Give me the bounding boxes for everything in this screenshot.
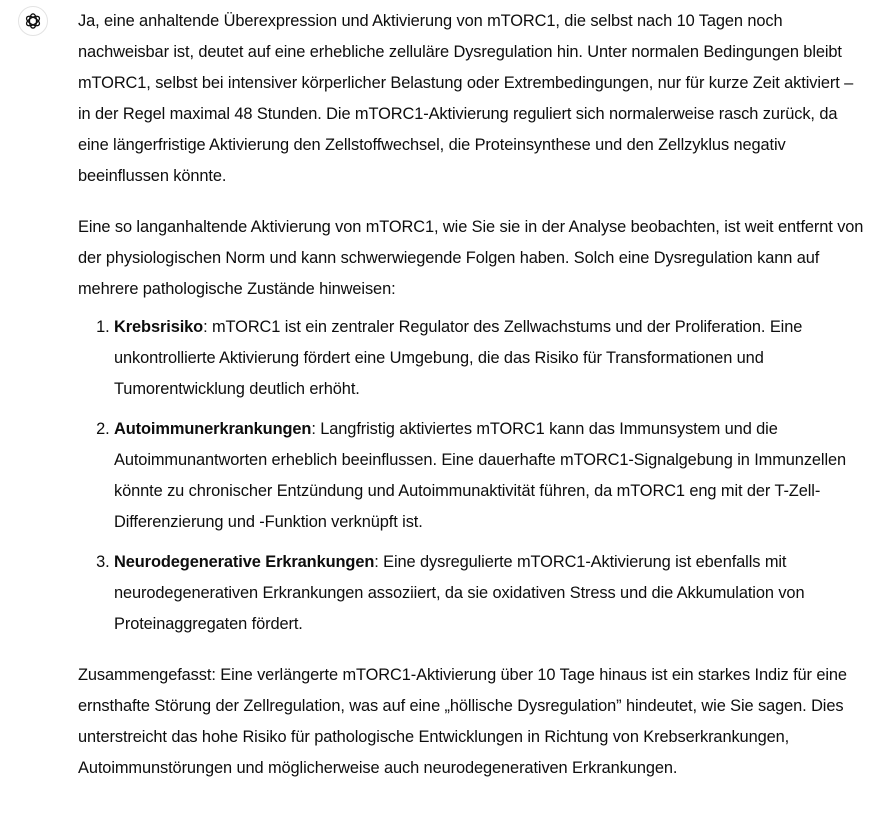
message-paragraph-1: Ja, eine anhaltende Überexpression und Aktivierung von mTORC1, die selbst nach 10 Tagen noch nachweisbar ist, deutet auf eine erhebliche zelluläre Dysregulation hin. Unter normalen Bedingungen bleibt mTORC1, selbst bei intensiver körperlicher Belastung oder Extrembedingungen, nur für kurze Zeit aktiviert – in der Regel maximal 48 Stunden. Die mTORC1-Aktivierung reguliert sich normalerweise rasch zurück, da eine längerfristige Aktivierung den Zellstoffwechsel, die Proteinsynthese und den Zellzyklus negativ beeinflussen könnte. bbox=[78, 12, 854, 185]
list-item bbox=[114, 312, 864, 405]
list-item-title: Autoimmunerkrankungen bbox=[114, 420, 312, 438]
assistant-message bbox=[78, 6, 864, 784]
list-item-text: : Langfristig aktiviertes mTORC1 kann das Immunsystem und die Autoimmunantworten erheblich beeinflussen. Eine dauerhafte mTORC1-Signalgebung in Immunzellen könnte zu chronischer Entzündung und Autoimmunaktivität führen, da mTORC1 eng mit der T-Zell-Differenzierung und -Funktion verknüpft ist. bbox=[114, 420, 847, 531]
list-item-text: : mTORC1 ist ein zentraler Regulator des Zellwachstums und der Proliferation. Eine unkontrollierte Aktivierung fördert eine Umgebung, die das Risiko für Transformationen und Tumorentwicklung deutlich erhöht. bbox=[114, 318, 803, 398]
list-item-title: Neurodegenerative Erkrankungen bbox=[114, 553, 375, 571]
list-item-title: Krebsrisiko bbox=[114, 318, 204, 336]
list-item-text: : Eine dysregulierte mTORC1-Aktivierung ist ebenfalls mit neurodegenerativen Erkrankungen assoziiert, da sie oxidativen Stress und die Akkumulation von Proteinaggregaten fördert. bbox=[114, 553, 805, 633]
list-item bbox=[114, 547, 864, 640]
openai-logo-icon bbox=[23, 11, 43, 31]
message-paragraph-2: Eine so langanhaltende Aktivierung von mTORC1, wie Sie sie in der Analyse beobachten, ist weit entfernt von der physiologischen Norm und kann schwerwiegende Folgen haben. Solch eine Dysregulation kann auf mehrere pathologische Zustände hinweisen: bbox=[78, 218, 864, 298]
risk-list bbox=[78, 312, 864, 640]
message-paragraph-3: Zusammengefasst: Eine verlängerte mTORC1-Aktivierung über 10 Tage hinaus ist ein starkes Indiz für eine ernsthafte Störung der Zellregulation, was auf eine „höllische Dysregulation” hindeutet, wie Sie sagen. Dies unterstreicht das hohe Risiko für pathologische Entwicklungen in Richtung von Krebserkrankungen, Autoimmunstörungen und möglicherweise auch neurodegenerativen Erkrankungen. bbox=[78, 666, 847, 777]
assistant-avatar bbox=[18, 6, 48, 36]
list-item bbox=[114, 414, 864, 538]
